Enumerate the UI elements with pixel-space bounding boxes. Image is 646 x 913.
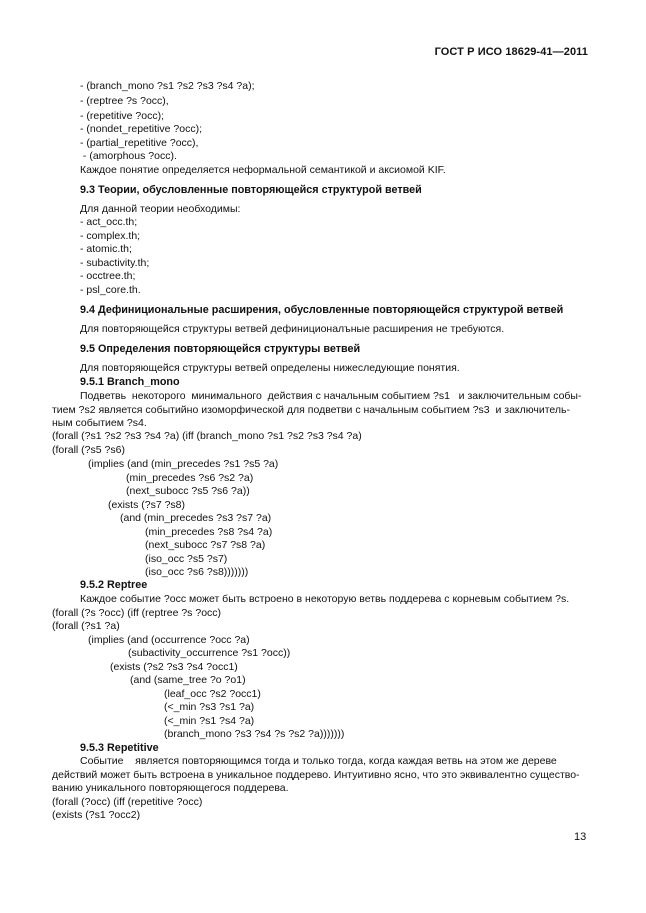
paragraph: Каждое понятие определяется неформальной семантикой и аксиомой KIF.	[80, 164, 446, 176]
code-line: (and (same_tree ?o ?o1)	[130, 674, 246, 686]
code-line: (and (min_precedes ?s3 ?s7 ?a)	[120, 512, 272, 524]
code-line: (next_subocc ?s5 ?s6 ?a))	[126, 485, 250, 497]
section-heading: 9.4 Дефинициональные расширения, обусловленные повторяющейся структурой ветвей	[80, 304, 564, 316]
list-item: - (repetitive ?occ);	[80, 110, 165, 122]
code-line: (iso_occ ?s6 ?s8)))))))	[145, 566, 249, 578]
subsection-heading: 9.5.2 Reptree	[80, 579, 148, 591]
code-line: (forall (?occ) (iff (repetitive ?occ)	[52, 796, 203, 808]
code-line: (<_min ?s1 ?s4 ?a)	[164, 715, 255, 727]
section-heading: 9.3 Теории, обусловленные повторяющейся структурой ветвей	[80, 184, 422, 196]
paragraph: Для повторяющейся структуры ветвей определены нижеследующие понятия.	[80, 362, 460, 374]
list-item: - psl_core.th.	[80, 284, 141, 296]
code-line: (<_min ?s3 ?s1 ?a)	[164, 701, 255, 713]
list-item: - act_occ.th;	[80, 216, 138, 228]
list-item: - occtree.th;	[80, 270, 136, 282]
code-line: (forall (?s ?occ) (iff (reptree ?s ?occ)	[52, 607, 222, 619]
list-item: - (amorphous ?occ).	[80, 150, 177, 162]
standard-header: ГОСТ Р ИСО 18629-41—2011	[434, 46, 588, 58]
list-item: - (reptree ?s ?occ),	[80, 95, 169, 107]
paragraph-line: ным событием ?s4.	[52, 417, 147, 429]
list-item: - (nondet_repetitive ?occ);	[80, 123, 202, 135]
paragraph: Для повторяющейся структуры ветвей дефиниционалъные расширения не требуются.	[80, 323, 505, 335]
code-line: (implies (and (min_precedes ?s1 ?s5 ?a)	[88, 458, 279, 470]
code-line: (forall (?s1 ?s2 ?s3 ?s4 ?a) (iff (branch_mono ?s1 ?s2 ?s3 ?s4 ?a)	[52, 430, 362, 442]
subsection-heading: 9.5.1 Branch_mono	[80, 376, 180, 388]
code-line: (forall (?s1 ?a)	[52, 620, 120, 632]
list-item: - complex.th;	[80, 230, 141, 242]
code-line: (implies (and (occurrence ?occ ?a)	[88, 634, 250, 646]
paragraph-line: Событие является повторяющимся тогда и только тогда, когда каждая ветвь на этом же дереве	[80, 755, 557, 767]
code-line: (iso_occ ?s5 ?s7)	[145, 553, 228, 565]
paragraph: Для данной теории необходимы:	[80, 203, 241, 215]
code-line: (exists (?s2 ?s3 ?s4 ?occ1)	[110, 661, 238, 673]
code-line: (exists (?s7 ?s8)	[108, 499, 186, 511]
code-line: (branch_mono ?s3 ?s4 ?s ?s2 ?a)))))))	[164, 728, 345, 740]
paragraph-line: ванию уникального повторяющегося поддерева.	[52, 782, 289, 794]
code-line: (next_subocc ?s7 ?s8 ?a)	[145, 539, 266, 551]
code-line: (subactivity_occurrence ?s1 ?occ))	[128, 647, 291, 659]
section-heading: 9.5 Определения повторяющейся структуры ветвей	[80, 343, 361, 355]
code-line: (forall (?s5 ?s6)	[52, 444, 125, 456]
paragraph-line: тием ?s2 является событийно изоморфической для подветви с начальным событием ?s3 и заключитель-	[52, 404, 571, 416]
list-item: - atomic.th;	[80, 243, 132, 255]
list-item: - (partial_repetitive ?occ),	[80, 137, 199, 149]
paragraph-line: действий может быть встроена в уникальное поддерево. Интуитивно ясно, что это эквивалентно существо-	[52, 769, 580, 781]
code-line: (min_precedes ?s6 ?s2 ?a)	[126, 472, 254, 484]
paragraph-line: Подветвь некоторого минимального действия с начальным событием ?s1 и заключительным собы-	[80, 390, 582, 402]
paragraph: Каждое событие ?occ может быть встроено в некоторую ветвь поддерева с корневым событием ?s.	[80, 593, 570, 605]
code-line: (min_precedes ?s8 ?s4 ?a)	[145, 526, 273, 538]
code-line: (leaf_occ ?s2 ?occ1)	[164, 688, 261, 700]
code-line: (exists (?s1 ?occ2)	[52, 809, 141, 821]
list-item: - (branch_mono ?s1 ?s2 ?s3 ?s4 ?a);	[80, 80, 255, 92]
subsection-heading: 9.5.3 Repetitive	[80, 742, 159, 754]
list-item: - subactivity.th;	[80, 257, 150, 269]
page-number: 13	[574, 831, 587, 843]
